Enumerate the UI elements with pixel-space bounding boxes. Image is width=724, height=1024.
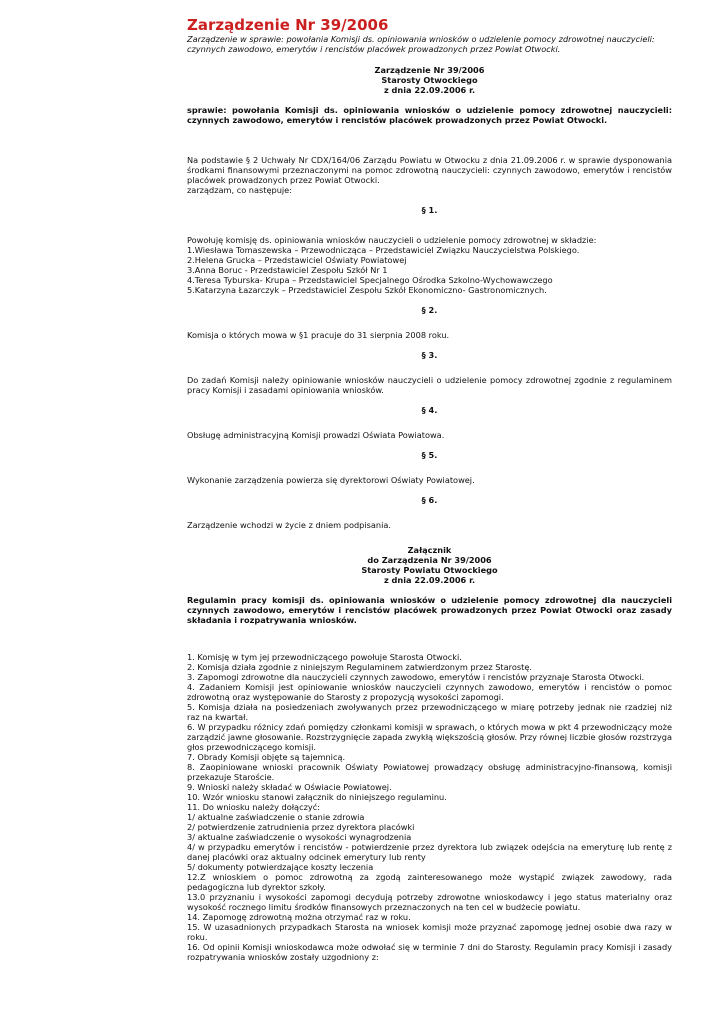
annex-header-line: Załącznik (407, 545, 452, 555)
list-item: 11. Do wniosku należy dołączyć: (187, 802, 320, 812)
annex-header (187, 545, 672, 585)
order-header-line: Zarządzenie Nr 39/2006 (374, 65, 485, 75)
document-page (187, 16, 672, 962)
order-subject: sprawie: powołania Komisji ds. opiniowania wniosków o udzielenie pomocy zdrowotnej nauczycieli: czynnych zawodowo, emerytów i rencistów placówek prowadzonych przez Powiat Otwocki. (187, 105, 672, 125)
list-item: 5.Katarzyna Łazarczyk – Przedstawiciel Zespołu Szkół Ekonomiczno- Gastronomicznych. (187, 285, 547, 295)
document-subtitle: Zarządzenie w sprawie: powołania Komisji ds. opiniowania wniosków o udzielenie pomocy zdrowotnej nauczycieli: czynnych zawodowo, emerytów i rencistów placówek prowadzonych przez Powiat Otwocki. (187, 34, 655, 54)
committee-members-list (187, 245, 672, 295)
annex-header-line: z dnia 22.09.2006 r. (383, 575, 476, 585)
list-item: 8. Zaopiniowane wnioski pracownik Oświaty Powiatowej prowadzący obsługę administracyjno-finansową, komisji przekazuje Staroście. (187, 762, 672, 782)
section-1-intro: Powołuję komisję ds. opiniowania wniosków nauczycieli o udzielenie pomocy zdrowotnej w składzie: (187, 235, 597, 245)
list-item: 1. Komisję w tym jej przewodniczącego powołuje Starosta Otwocki. (187, 652, 462, 662)
orders-line: zarządzam, co następuje: (187, 185, 292, 195)
list-item: 1.Wiesława Tomaszewska – Przewodnicząca – Przedstawiciel Związku Nauczycielstwa Polskiego. (187, 245, 580, 255)
list-item: 13.0 przyznaniu i wysokości zapomogi decydują potrzeby zdrowotne wnioskodawcy i jego status materialny oraz wysokość rocznego limitu środków finansowych przeznaczonych na ten cel w budżecie powiatu. (187, 892, 672, 912)
section-6-text: Zarządzenie wchodzi w życie z dniem podpisania. (187, 520, 391, 530)
list-item: 2. Komisja działa zgodnie z niniejszym Regulaminem zatwierdzonym przez Starostę. (187, 662, 532, 672)
list-item: 1/ aktualne zaświadczenie o stanie zdrowia (187, 812, 365, 822)
list-item: 3.Anna Boruc - Przedstawiciel Zespołu Szkół Nr 1 (187, 265, 388, 275)
section-5-mark: § 5. (421, 450, 438, 460)
annex-header-line: Starosty Powiatu Otwockiego (361, 565, 498, 575)
section-1-mark: § 1. (421, 205, 438, 215)
section-3-text: Do zadań Komisji należy opiniowanie wniosków nauczycieli o udzielenie pomocy zdrowotnej zgodnie z regulaminem pracy Komisji i zasadami opiniowania wniosków. (187, 375, 672, 395)
list-item: 12.Z wnioskiem o pomoc zdrowotną za zgodą zainteresowanego może wystąpić związek zawodowy, rada pedagogiczna lub dyrektor szkoły. (187, 872, 672, 892)
list-item: 14. Zapomogę zdrowotną można otrzymać raz w roku. (187, 912, 411, 922)
list-item: 7. Obrady Komisji objęte są tajemnicą. (187, 752, 346, 762)
section-2-text: Komisja o których mowa w §1 pracuje do 31 sierpnia 2008 roku. (187, 330, 450, 340)
section-3-mark: § 3. (421, 350, 438, 360)
list-item: 16. Od opinii Komisji wnioskodawca może odwołać się w terminie 7 dni do Starosty. Regulamin pracy Komisji i zasady rozpatrywania wniosków zostały uzgodniony z: (187, 942, 672, 962)
list-item: 4/ w przypadku emerytów i rencistów - potwierdzenie przez dyrektora lub związek odejścia na emeryturę lub rentę z danej placówki oraz aktualny odcinek emerytury lub renty (187, 842, 672, 862)
rules-list (187, 652, 672, 962)
section-2-mark: § 2. (421, 305, 438, 315)
legal-basis: Na podstawie § 2 Uchwały Nr CDX/164/06 Zarządu Powiatu w Otwocku z dnia 21.09.2006 r. w sprawie dysponowania środkami finansowymi przeznaczonymi na pomoc zdrowotną nauczycieli: czynnych zawodowo, emerytów i rencistów placówek prowadzonych przez Powiat Otwocki. (187, 155, 672, 185)
list-item: 5/ dokumenty potwierdzające koszty leczenia (187, 862, 374, 872)
annex-title: Regulamin pracy komisji ds. opiniowania wniosków o udzielenie pomocy zdrowotnej dla nauczycieli czynnych zawodowo, emerytów i rencistów placówek prowadzonych przez Powiat Otwocki oraz zasady składania i rozpatrywania wniosków. (187, 595, 672, 625)
list-item: 3. Zapomogi zdrowotne dla nauczycieli czynnych zawodowo, emerytów i rencistów przyznaje Starosta Otwocki. (187, 672, 645, 682)
list-item: 4.Teresa Tyburska- Krupa – Przedstawiciel Specjalnego Ośrodka Szkolno-Wychowawczego (187, 275, 553, 285)
section-6-mark: § 6. (421, 495, 438, 505)
list-item: 15. W uzasadnionych przypadkach Starosta na wniosek komisji może przyznać zapomogę jednej osobie dwa razy w roku. (187, 922, 672, 942)
list-item: 4. Zadaniem Komisji jest opiniowanie wniosków nauczycieli czynnych zawodowo, emerytów i rencistów o pomoc zdrowotną oraz występowanie do Starosty z propozycją wysokości zapomogi. (187, 682, 672, 702)
order-header (187, 65, 672, 95)
document-title: Zarządzenie Nr 39/2006 (187, 16, 389, 34)
section-5-text: Wykonanie zarządzenia powierza się dyrektorowi Oświaty Powiatowej. (187, 475, 475, 485)
section-4-text: Obsługę administracyjną Komisji prowadzi Oświata Powiatowa. (187, 430, 445, 440)
list-item: 2.Helena Grucka – Przedstawiciel Oświaty Powiatowej (187, 255, 407, 265)
list-item: 2/ potwierdzenie zatrudnienia przez dyrektora placówki (187, 822, 415, 832)
list-item: 9. Wnioski należy składać w Oświacie Powiatowej. (187, 782, 392, 792)
section-4-mark: § 4. (421, 405, 438, 415)
list-item: 3/ aktualne zaświadczenie o wysokości wynagrodzenia (187, 832, 412, 842)
order-header-line: Starosty Otwockiego (381, 75, 478, 85)
list-item: 6. W przypadku różnicy zdań pomiędzy członkami komisji w sprawach, o których mowa w pkt 4 przewodniczący może zarządzić jawne głosowanie. Rozstrzygnięcie zapada zwykłą większością głosów. Przy równej liczbie głosów rozstrzyga głos przewodniczącego komisji. (187, 722, 672, 752)
list-item: 10. Wzór wniosku stanowi załącznik do niniejszego regulaminu. (187, 792, 447, 802)
list-item: 5. Komisja działa na posiedzeniach zwoływanych przez przewodniczącego w miarę potrzeby jednak nie rzadziej niż raz na kwartał. (187, 702, 672, 722)
order-header-line: z dnia 22.09.2006 r. (383, 85, 476, 95)
annex-header-line: do Zarządzenia Nr 39/2006 (367, 555, 492, 565)
